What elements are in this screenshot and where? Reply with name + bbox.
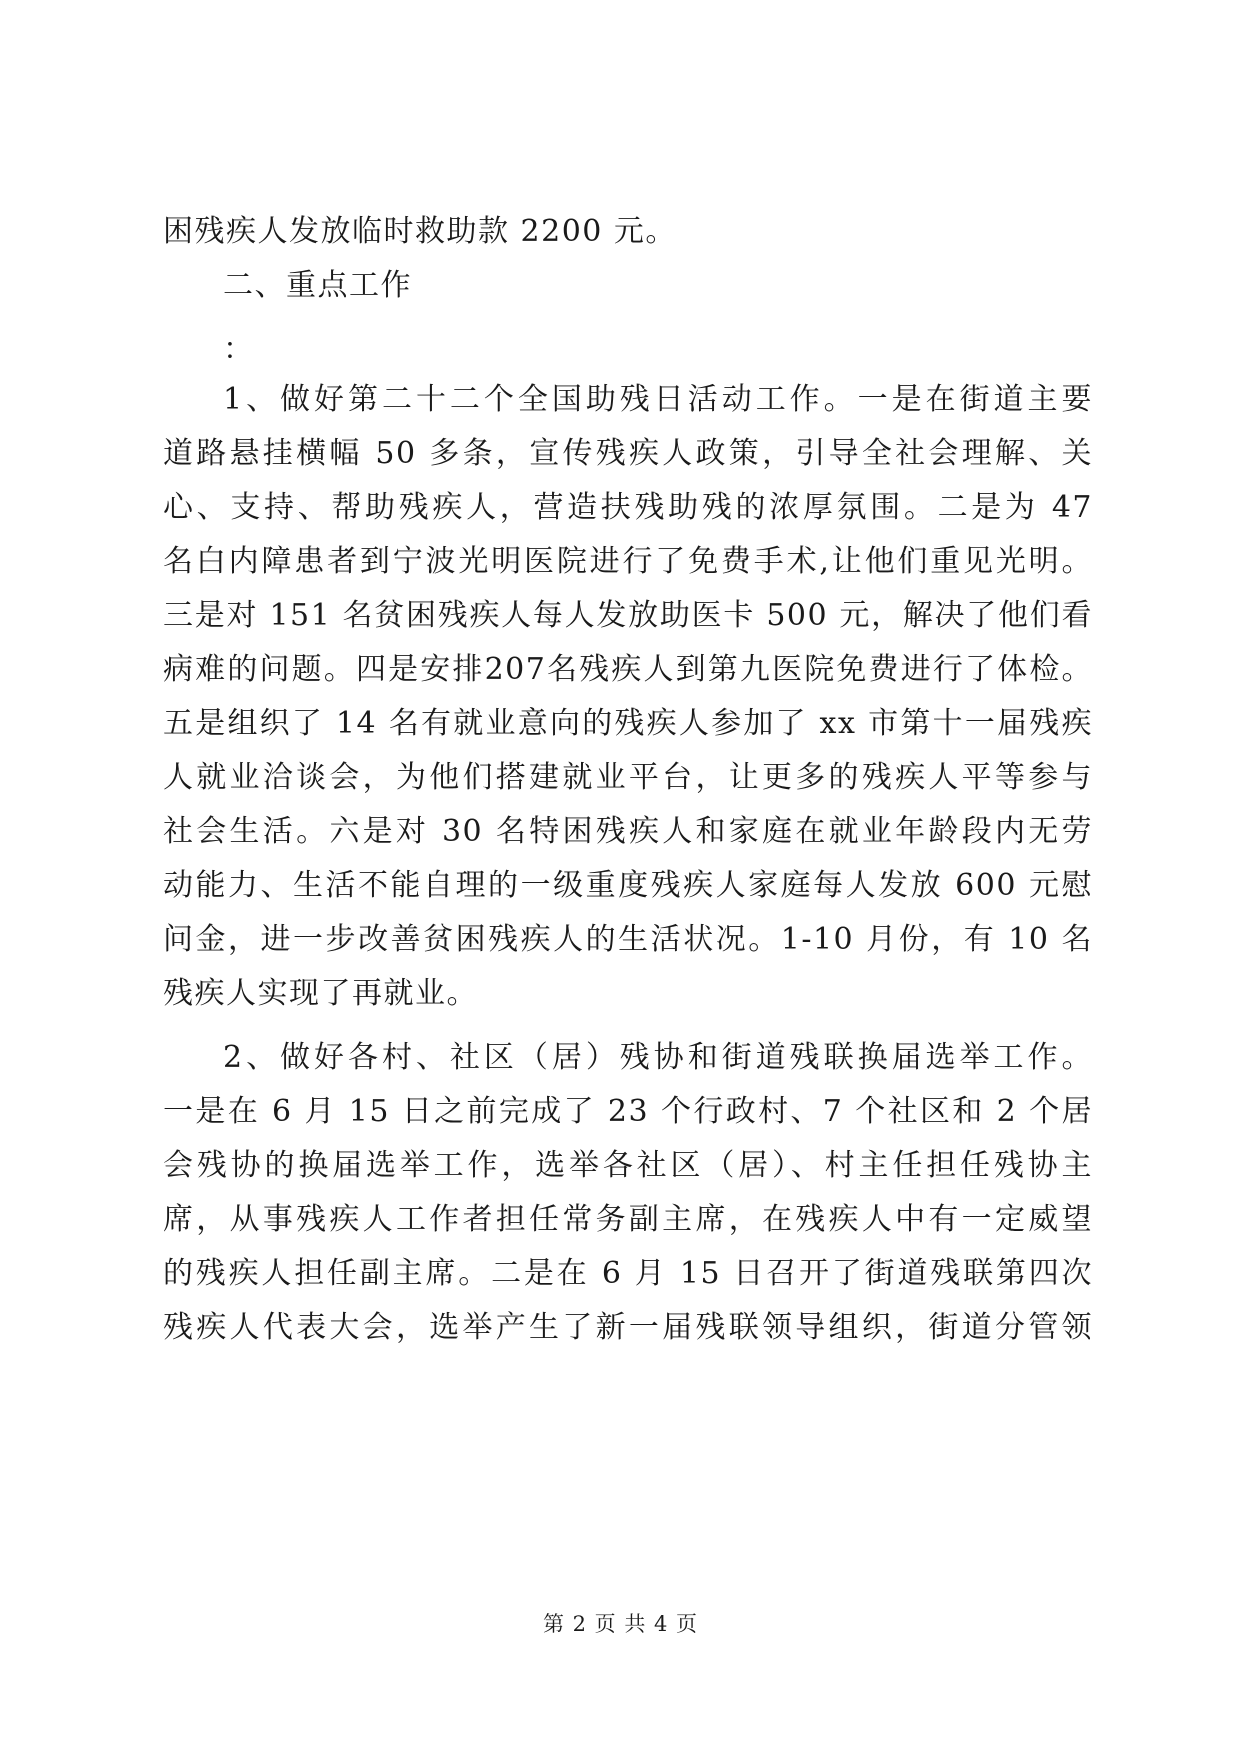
text-line: 困残疾人发放临时救助款 2200 元。 bbox=[163, 214, 677, 249]
paragraph-2-line: 2、做好各村、社区（居）残协和街道残联换届选举工作。 bbox=[223, 1040, 1093, 1075]
paragraph-2-line: 会残协的换届选举工作，选举各社区（居）、村主任担任残协主 bbox=[163, 1148, 1093, 1183]
paragraph-1-line: 社会生活。六是对 30 名特困残疾人和家庭在就业年龄段内无劳 bbox=[163, 814, 1093, 849]
page-number-footer: 第 2 页 共 4 页 bbox=[542, 1612, 699, 1636]
paragraph-1-line: 问金，进一步改善贫困残疾人的生活状况。1-10 月份，有 10 名 bbox=[163, 922, 1093, 957]
paragraph-2-line: 一是在 6 月 15 日之前完成了 23 个行政村、7 个社区和 2 个居 bbox=[163, 1094, 1093, 1129]
paragraph-1-line: 五是组织了 14 名有就业意向的残疾人参加了 xx 市第十一届残疾 bbox=[163, 706, 1093, 741]
paragraph-1-line: 病难的问题。四是安排207名残疾人到第九医院免费进行了体检。 bbox=[163, 652, 1093, 687]
paragraph-1-line: 残疾人实现了再就业。 bbox=[163, 976, 478, 1011]
paragraph-1-line: 三是对 151 名贫困残疾人每人发放助医卡 500 元，解决了他们看 bbox=[163, 598, 1093, 633]
paragraph-1-line: 动能力、生活不能自理的一级重度残疾人家庭每人发放 600 元慰 bbox=[163, 868, 1093, 903]
paragraph-1-line: 名白内障患者到宁波光明医院进行了免费手术,让他们重见光明。 bbox=[163, 544, 1093, 579]
paragraph-2-line: 席，从事残疾人工作者担任常务副主席，在残疾人中有一定威望 bbox=[163, 1202, 1093, 1237]
text-line: ： bbox=[223, 332, 255, 367]
paragraph-2-line: 残疾人代表大会，选举产生了新一届残联领导组织，街道分管领 bbox=[163, 1310, 1093, 1345]
paragraph-1-line: 道路悬挂横幅 50 多条，宣传残疾人政策，引导全社会理解、关 bbox=[163, 436, 1093, 471]
paragraph-1-line: 人就业洽谈会，为他们搭建就业平台，让更多的残疾人平等参与 bbox=[163, 760, 1093, 795]
paragraph-1-line: 心、支持、帮助残疾人，营造扶残助残的浓厚氛围。二是为 47 bbox=[163, 490, 1093, 525]
section-heading: 二、重点工作 bbox=[223, 268, 412, 303]
paragraph-2-line: 的残疾人担任副主席。二是在 6 月 15 日召开了街道残联第四次 bbox=[163, 1256, 1093, 1291]
paragraph-1-line: 1、做好第二十二个全国助残日活动工作。一是在街道主要 bbox=[223, 382, 1093, 417]
